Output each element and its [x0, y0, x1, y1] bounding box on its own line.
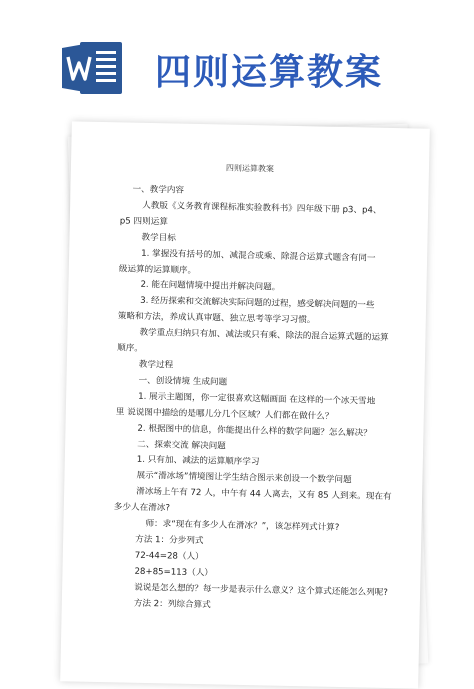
- text-line: 说说是怎么想的？每一步是表示什么意义？这个算式还能怎么列呢?: [134, 582, 389, 598]
- equation: 28+85=113（人）: [134, 566, 214, 579]
- text-line: 里 说说图中描绘的是哪儿分几个区域？人们都在做什么？: [115, 406, 334, 422]
- list-item: 2. 根据图中的信息，你能提出什么样的数学问题？怎么解决？: [137, 423, 372, 439]
- section-heading: 二、探索交流 解决问题: [137, 439, 226, 452]
- banner: [0, 0, 474, 125]
- list-item: 1. 展示主题图，你一定很喜欢这幅画面 在这样的一个冰天雪地: [138, 391, 376, 407]
- section-heading: 一、创设情境 生成问题: [138, 375, 228, 388]
- word-icon: [62, 40, 124, 96]
- text-line: 滑冰场上午有 72 人，中午有 44 人离去，又有 85 人到来。现在有: [136, 486, 392, 503]
- section-heading: 一、教学内容: [132, 184, 185, 196]
- text-line: 策略和方法，养成认真审题、独立思考等学习习惯。: [117, 311, 316, 326]
- banner-title: 四则运算教案: [155, 52, 384, 93]
- text-line: 方法 2：列综合算式: [133, 598, 211, 610]
- list-item: 1. 只有加、减法的运算顺序学习: [136, 455, 260, 468]
- section-heading: 教学目标: [141, 232, 176, 244]
- text-line: 方法 1：分步列式: [135, 534, 204, 547]
- text-line: 展示“滑冰场”情境图让学生结合图示来创设一个数学问题: [136, 471, 352, 486]
- document-page[interactable]: [60, 121, 430, 688]
- text-line: 师：求“现在有多少人在滑冰？”，该怎样列式计算?: [145, 518, 340, 534]
- equation: 72-44=28（人）: [134, 550, 204, 563]
- text-line: 顺序。: [117, 343, 144, 354]
- text-line: 教学重点归纳只有加、减法或只有乘、除法的混合运算式题的运算: [139, 327, 389, 344]
- text-line: 人教版《义务教育课程标准实验教科书》四年级下册 p3、p4、: [142, 200, 382, 216]
- list-item: 1. 掌握没有括号的加、减混合或乘、除混合运算式题含有同一: [141, 248, 376, 264]
- text-line: p5 四则运算: [119, 216, 168, 228]
- document-title: 四则运算教案: [225, 163, 275, 174]
- list-item: 3. 经历探索和交流解决实际问题的过程，感受解决问题的一些: [140, 296, 375, 312]
- text-line: 级运算的运算顺序。: [118, 263, 197, 276]
- section-heading: 教学过程: [138, 359, 174, 371]
- list-item: 2. 能在问题情境中提出并解决问题。: [140, 280, 281, 294]
- document-body: [112, 182, 401, 617]
- text-line: 多少人在滑冰?: [113, 502, 171, 514]
